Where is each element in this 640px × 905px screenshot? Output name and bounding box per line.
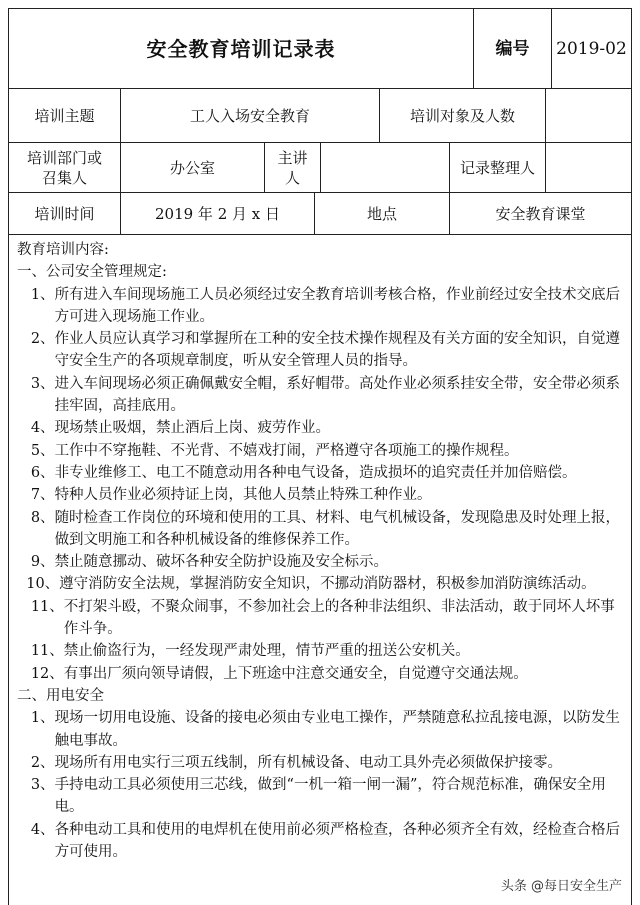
item-number: 8、 xyxy=(17,509,55,526)
section-heading: 二、用电安全 xyxy=(17,687,104,704)
item-text: 现场所有用电实行三项五线制，所有机械设备、电动工具外壳必须做保护接零。 xyxy=(54,754,563,771)
list-item xyxy=(17,663,623,685)
audience-label: 培训对象及人数 xyxy=(379,89,545,142)
item-number: 3、 xyxy=(17,375,55,392)
topic-label: 培训主题 xyxy=(34,106,95,125)
list-item xyxy=(17,774,623,819)
list-item xyxy=(17,819,623,864)
item-text: 遵守消防安全法规，掌握消防安全知识，不挪动消防器材，积极参加消防演练活动。 xyxy=(59,576,596,593)
list-item xyxy=(17,596,623,641)
item-text: 禁止偷盗行为，一经发现严肃处理，情节严重的扭送公安机关。 xyxy=(63,643,470,660)
item-number: 6、 xyxy=(17,464,55,481)
item-text: 非专业维修工、电工不随意动用各种电气设备，造成损坏的追究责任并加倍赔偿。 xyxy=(54,464,577,481)
place-value: 安全教育课堂 xyxy=(449,193,631,234)
list-item xyxy=(17,484,623,506)
dept-value: 办公室 xyxy=(120,143,264,192)
time-value: 2019 年 2 月 x 日 xyxy=(120,193,314,234)
list-item xyxy=(17,573,623,595)
dept-label-line2: 召集人 xyxy=(41,168,87,187)
code-label: 编号 xyxy=(473,9,551,88)
item-text: 不打架斗殴，不聚众闹事，不参加社会上的各种非法组织、非法活动，敢于同坏人坏事作斗争。 xyxy=(63,598,615,638)
item-number: 9、 xyxy=(17,554,55,571)
item-number: 1、 xyxy=(17,286,55,303)
item-number: 5、 xyxy=(17,442,55,459)
item-text: 所有进入车间现场施工人员必须经过安全教育培训考核合格，作业前经过安全技术交底后方可进入现场施工作业。 xyxy=(54,286,621,325)
item-text: 有事出厂须向领导请假，上下班途中注意交通安全，自觉遵守交通法规。 xyxy=(63,665,528,682)
item-number: 12、 xyxy=(17,665,64,682)
item-number: 4、 xyxy=(17,420,55,437)
training-content xyxy=(9,235,631,905)
dept-row xyxy=(9,143,631,193)
item-text: 手持电动工具必须使用三芯线，做到“一机一箱一闸一漏”，符合规范标准，确保安全用电。 xyxy=(54,777,606,816)
header-row xyxy=(9,9,631,89)
item-number: 7、 xyxy=(17,487,55,504)
watermark: 头条 @每日安全生产 xyxy=(497,874,626,895)
form-title: 安全教育培训记录表 xyxy=(146,36,336,61)
item-number: 1、 xyxy=(17,710,55,727)
list-item xyxy=(17,507,623,552)
dept-label-line1: 培训部门或 xyxy=(26,148,102,167)
item-text: 工作中不穿拖鞋、不光背、不嬉戏打闹，严格遵守各项施工的操作规程。 xyxy=(54,442,519,459)
list-item xyxy=(17,462,623,484)
item-text: 进入车间现场必须正确佩戴安全帽，系好帽带。高处作业必须系挂安全带，安全带必须系挂牢固，高挂底用。 xyxy=(54,375,621,415)
item-number: 4、 xyxy=(17,821,55,838)
code-value: 2019-02 xyxy=(551,9,631,88)
list-item xyxy=(17,707,623,752)
recorder-value xyxy=(545,143,631,192)
speaker-label-line1: 主讲 xyxy=(277,148,308,167)
speaker-label xyxy=(264,143,320,192)
content-sections xyxy=(17,261,623,863)
record-form xyxy=(8,8,632,905)
dept-label xyxy=(9,143,120,192)
item-number: 3、 xyxy=(17,777,55,794)
item-number: 2、 xyxy=(17,331,55,348)
topic-value: 工人入场安全教育 xyxy=(120,89,379,142)
list-item xyxy=(17,373,623,418)
audience-value xyxy=(545,89,631,142)
time-row xyxy=(9,193,631,235)
item-text: 随时检查工作岗位的环境和使用的工具、材料、电气机械设备，发现隐患及时处理上报，做到文明施工和各种机械设备的维修保养工作。 xyxy=(54,509,621,548)
item-number: 10、 xyxy=(17,576,60,593)
item-text: 各种电动工具和使用的电焊机在使用前必须严格检查，各种必须齐全有效，经检查合格后方可使用。 xyxy=(54,821,621,861)
place-label: 地点 xyxy=(314,193,449,234)
list-item xyxy=(17,640,623,662)
item-number: 11、 xyxy=(17,598,64,615)
speaker-label-line2: 人 xyxy=(284,168,300,187)
section-heading: 一、公司安全管理规定: xyxy=(17,264,167,281)
list-item xyxy=(17,328,623,373)
item-text: 现场禁止吸烟，禁止酒后上岗、疲劳作业。 xyxy=(54,420,331,437)
item-text: 禁止随意挪动、破坏各种安全防护设施及安全标示。 xyxy=(54,554,389,571)
speaker-value xyxy=(320,143,449,192)
list-item xyxy=(17,752,623,774)
time-label: 培训时间 xyxy=(34,204,95,223)
list-item xyxy=(17,417,623,439)
content-intro: 教育培训内容: xyxy=(17,242,109,258)
item-text: 特种人员作业必须持证上岗，其他人员禁止特殊工种作业。 xyxy=(54,487,432,504)
recorder-label: 记录整理人 xyxy=(449,143,545,192)
topic-row xyxy=(9,89,631,143)
item-text: 作业人员应认真学习和掌握所在工种的安全技术操作规程及有关方面的安全知识，自觉遵守安全生产的各项规章制度，听从安全管理人员的指导。 xyxy=(54,331,621,370)
item-number: 11、 xyxy=(17,643,64,660)
list-item xyxy=(17,551,623,573)
item-number: 2、 xyxy=(17,754,55,771)
item-text: 现场一切用电设施、设备的接电必须由专业电工操作，严禁随意私拉乱接电源，以防发生触电事故。 xyxy=(54,710,621,749)
list-item xyxy=(17,284,623,329)
list-item xyxy=(17,440,623,462)
